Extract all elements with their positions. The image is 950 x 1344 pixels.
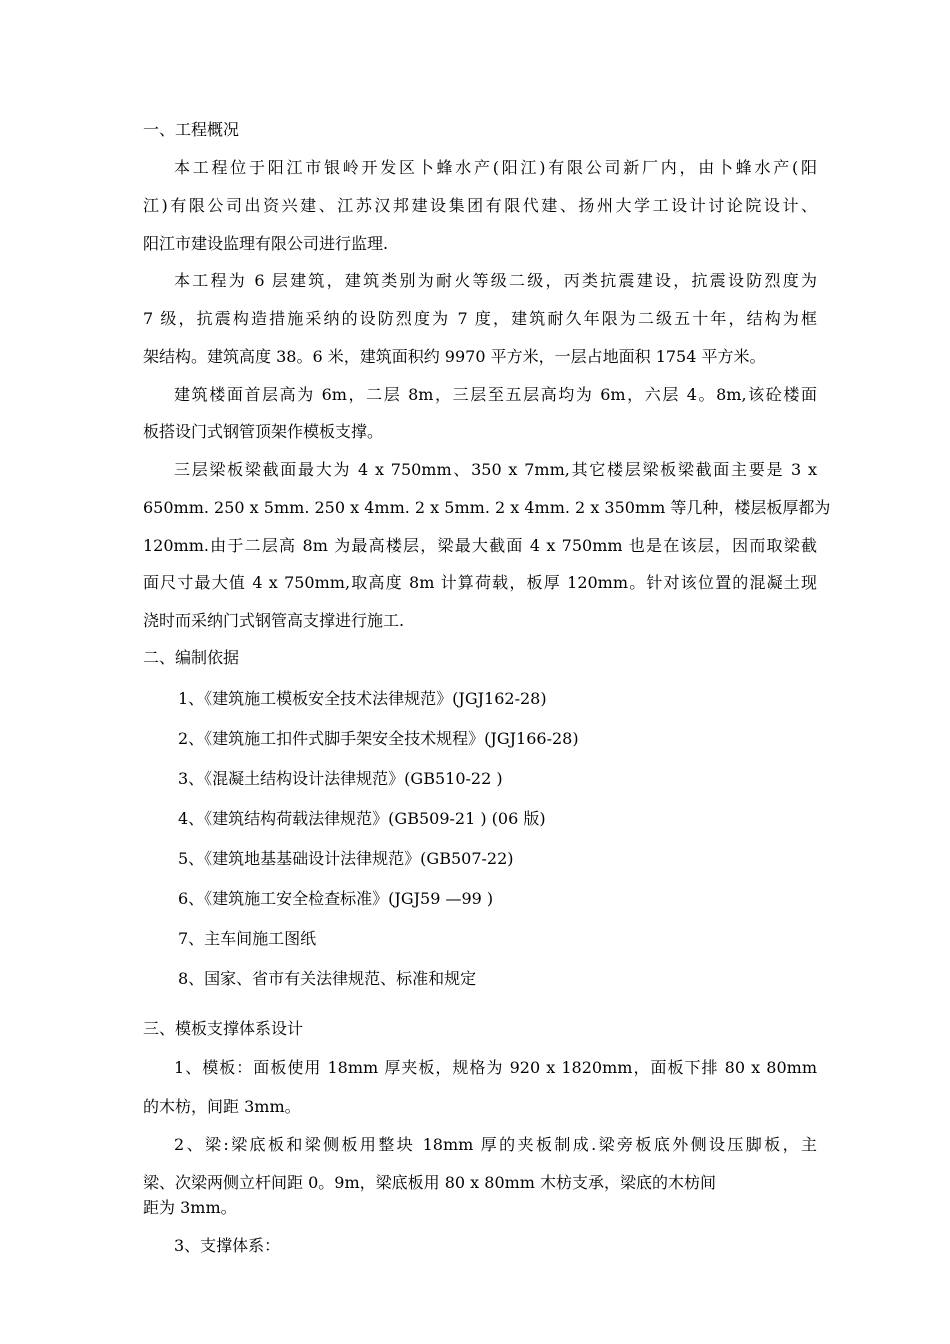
paragraph-line: 1、模板：面板使用 18mm 厚夹板，规格为 920 x 1820mm，面板下排 80 x 80mm <box>174 1058 817 1077</box>
paragraph-line: 3、支撑体系： <box>174 1236 281 1255</box>
paragraph-line: 阳江市建设监理有限公司进行监理. <box>143 234 389 253</box>
paragraph-line: 梁、次梁两侧立杆间距 0。9m，梁底板用 80 x 80mm 木枋支承，梁底的木枋间 <box>143 1173 717 1192</box>
list-item: 6、《建筑施工安全检查标准》(JGJ59 —99 ) <box>178 889 494 908</box>
paragraph-line: 距为 3mm。 <box>143 1198 237 1217</box>
list-item: 2、《建筑施工扣件式脚手架安全技术规程》(JGJ166-28) <box>178 729 579 748</box>
paragraph-line: 架结构。建筑高度 38。6 米，建筑面积约 9970 平方米，一层占地面积 1754 平方米。 <box>143 347 766 366</box>
paragraph-line: 650mm. 250 x 5mm. 250 x 4mm. 2 x 5mm. 2 x 4mm. 2 x 350mm 等几种，楼层板厚都为 <box>143 498 831 517</box>
list-item: 3、《混凝土结构设计法律规范》(GB510-22 ) <box>178 769 503 788</box>
paragraph-line: 三层梁板梁截面最大为 4 x 750mm、350 x 7mm,其它楼层梁板梁截面主要是 3 x <box>174 460 817 479</box>
section-heading-2: 二、编制依据 <box>143 648 240 667</box>
paragraph-line: 板搭设门式钢管顶架作模板支撑。 <box>143 422 384 441</box>
list-item: 7、主车间施工图纸 <box>178 929 317 948</box>
paragraph-line: 浇时而采纳门式钢管高支撑进行施工. <box>143 611 405 630</box>
paragraph-line: 建筑楼面首层高为 6m，二层 8m，三层至五层高均为 6m，六层 4。8m,该砼楼面 <box>174 385 817 404</box>
section-heading-3: 三、模板支撑体系设计 <box>143 1019 304 1038</box>
paragraph-line: 江)有限公司出资兴建、江苏汉邦建设集团有限代建、扬州大学工设计讨论院设计、 <box>143 196 817 215</box>
list-item: 4、《建筑结构荷载法律规范》(GB509-21 ) (06 版) <box>178 809 546 828</box>
paragraph-line: 本工程位于阳江市银岭开发区卜蜂水产(阳江)有限公司新厂内，由卜蜂水产(阳 <box>174 158 817 177</box>
paragraph-line: 2、梁:梁底板和梁侧板用整块 18mm 厚的夹板制成.梁旁板底外侧设压脚板，主 <box>174 1135 817 1154</box>
paragraph-line: 的木枋，间距 3mm。 <box>143 1097 301 1116</box>
paragraph-line: 120mm.由于二层高 8m 为最高楼层，梁最大截面 4 x 750mm 也是在该层，因而取梁截 <box>143 536 817 555</box>
list-item: 1、《建筑施工模板安全技术法律规范》(JGJ162-28) <box>178 689 547 708</box>
section-heading-1: 一、工程概况 <box>143 120 240 139</box>
paragraph-line: 本工程为 6 层建筑，建筑类别为耐火等级二级，丙类抗震建设，抗震设防烈度为 <box>174 271 817 290</box>
list-item: 5、《建筑地基基础设计法律规范》(GB507-22) <box>178 849 514 868</box>
list-item: 8、国家、省市有关法律规范、标准和规定 <box>178 969 477 988</box>
paragraph-line: 面尺寸最大值 4 x 750mm,取高度 8m 计算荷载，板厚 120mm。针对该位置的混凝土现 <box>143 573 817 592</box>
paragraph-line: 7 级，抗震构造措施采纳的设防烈度为 7 度，建筑耐久年限为二级五十年，结构为框 <box>143 309 817 328</box>
